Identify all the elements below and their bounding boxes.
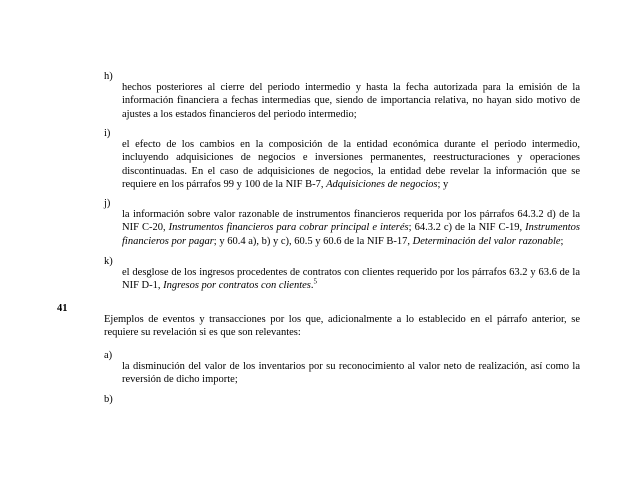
item-text-j-italic1: Instrumentos financieros para cobrar principal e interés [168,222,409,234]
item-text-i-end: ; y [437,179,449,191]
item-text-i-italic: Adquisiciones de negocios [326,179,438,191]
sub-item-marker-b: b) [104,394,113,405]
item-marker-i: i) [104,128,111,139]
sub-item-marker-a: a) [104,350,113,361]
item-text-k-end: . [310,280,314,292]
item-text-j-part3: ; y 60.4 a), b) y c), 60.5 y 60.6 de la NIF B-17, [213,235,413,247]
item-text-j [122,208,580,248]
section-text: Ejemplos de eventos y transacciones por los que, adicionalmente a lo establecido en el párrafo anterior, se requiere su revelación si es que son relevantes: [104,314,580,339]
sub-item-text-a: la disminución del valor de los inventarios por su reconocimiento al valor neto de realización, así como la reversión de dicho importe; [122,361,580,386]
item-text-k-body: el desglose de los ingresos procedentes de contratos con clientes requerido por los párrafos 63.2 y 63.6 de la NIF D-1, [122,267,580,292]
item-marker-h: h) [104,71,113,82]
item-text-k [122,266,580,293]
item-text-j-part4: ; [560,235,564,247]
item-text-h: hechos posteriores al cierre del periodo intermedio y hasta la fecha autorizada para la emisión de la información financiera a fechas intermedias que, siendo de importancia relativa, no hayan sido motivo de ajustes a los estados financieros del periodo intermedio; [122,82,580,120]
item-text-i-body: el efecto de los cambios en la composición de la entidad económica durante el periodo intermedio, incluyendo adquisiciones de negocios e inversiones permanentes, reestructuraciones y operaciones discontinuadas. En el caso de adquisiciones de negocios, la entidad debe revelar la información que se requiere en los párrafos 99 y 100 de la NIF B-7, [122,139,580,191]
item-text-j-part2: ; 64.3.2 c) de la NIF C-19, [408,222,526,234]
item-text-k-italic: Ingresos por contratos con clientes [163,280,311,292]
item-text-i [122,138,580,192]
footnote-marker: 5 [313,277,318,286]
item-text-j-italic3: Determinación del valor razonable [412,235,561,247]
item-text-j-part1: la información sobre valor razonable de instrumentos financieros requerida por los párrafos 64.3.2 d) de la NIF C-20, [122,209,580,234]
item-text-j-italic2: Instrumentos financieros por pagar [122,222,581,247]
item-marker-j: j) [104,198,111,209]
section-number: 41 [57,303,68,314]
item-marker-k: k) [104,256,113,267]
